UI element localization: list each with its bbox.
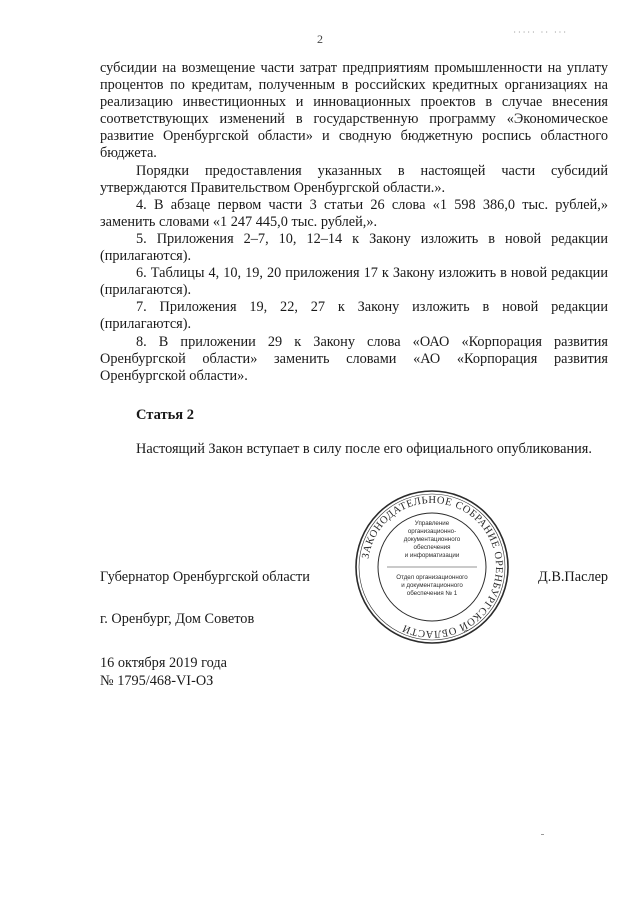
law-number: № 1795/468-VI-ОЗ — [100, 673, 214, 689]
signing-date: 16 октября 2019 года — [100, 655, 228, 671]
seal-inner-line: организационно- — [407, 528, 457, 535]
seal-inner-line: Управление — [414, 520, 450, 527]
seal-inner-line: Отдел организационного — [396, 574, 468, 581]
scan-mark — [541, 834, 544, 835]
place-of-signing: г. Оренбург, Дом Советов — [100, 611, 255, 627]
article-text: Настоящий Закон вступает в силу после его официального опубликования. — [136, 441, 592, 457]
body-text — [100, 60, 608, 385]
official-seal — [354, 489, 510, 645]
signature-name: Д.В.Паслер — [538, 569, 609, 585]
seal-inner-line: и информатизации — [404, 552, 460, 559]
seal-inner-line: документационного — [403, 536, 461, 543]
seal-inner-line: и документационного — [401, 582, 463, 589]
paragraph-subsidies: субсидии на возмещение части затрат предприятиям промышленности на уплату процентов по кредитам, полученным в российских кредитных организациях на реализацию инвестиционных и инновационных проектов в случае внесения соответствующих изменений в государственную программу «Экономическое развитие Оренбургской области» и сводную бюджетную роспись областного бюджета. — [100, 60, 608, 162]
seal-inner-line: обеспечения № 1 — [406, 590, 458, 597]
seal-ring-text: ЗАКОНОДАТЕЛЬНОЕ СОБРАНИЕ ОРЕНБУРГСКОЙ ОБЛАСТИ — [360, 494, 505, 640]
top-corner-marks: ····· ·· ··· — [513, 28, 568, 37]
paragraph-procedures: Порядки предоставления указанных в настоящей части субсидий утверждаются Правительством Оренбургской области.». — [100, 162, 608, 196]
seal-inner-line: обеспечения — [413, 544, 451, 551]
signature-position: Губернатор Оренбургской области — [100, 569, 310, 585]
paragraph-item-6: 6. Таблицы 4, 10, 19, 20 приложения 17 к Закону изложить в новой редакции (прилагаются). — [100, 265, 608, 299]
paragraph-item-7: 7. Приложения 19, 22, 27 к Закону изложить в новой редакции (прилагаются). — [100, 299, 608, 333]
page-number: 2 — [317, 32, 323, 46]
paragraph-item-5: 5. Приложения 2–7, 10, 12–14 к Закону изложить в новой редакции (прилагаются). — [100, 230, 608, 265]
article-heading: Статья 2 — [136, 407, 194, 423]
paragraph-item-4: 4. В абзаце первом части 3 статьи 26 слова «1 598 386,0 тыс. рублей,» заменить словами «1 247 445,0 тыс. рублей,». — [100, 196, 608, 230]
paragraph-item-8: 8. В приложении 29 к Закону слова «ОАО «Корпорация развития Оренбургской области» заменить словами «АО «Корпорация развития Оренбургской области». — [100, 333, 608, 384]
